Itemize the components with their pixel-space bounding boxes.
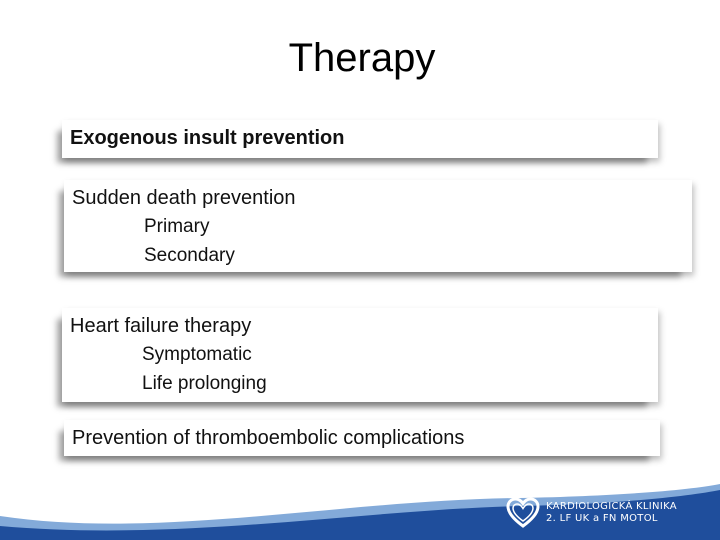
heart-logo-icon <box>506 496 540 530</box>
clinic-logo <box>506 496 677 530</box>
box-thromboembolic-prevention <box>64 420 660 456</box>
box-item: Secondary <box>144 245 235 266</box>
box-item: Symptomatic <box>142 344 252 365</box>
box-heading: Sudden death prevention <box>72 187 296 209</box>
slide-title: Therapy <box>288 36 436 80</box>
logo-text <box>546 501 677 525</box>
box-heading: Exogenous insult prevention <box>70 127 345 149</box>
box-heading: Heart failure therapy <box>70 315 252 337</box>
box-heart-failure-therapy <box>62 308 658 402</box>
box-exogenous-insult-prevention <box>62 120 658 158</box>
logo-line-2: 2. LF UK a FN MOTOL <box>546 513 658 524</box>
logo-line-1: KARDIOLOGICKÁ KLINIKA <box>546 501 677 512</box>
box-sudden-death-prevention <box>64 180 692 272</box>
box-item: Life prolonging <box>142 373 267 394</box>
box-item: Primary <box>144 216 210 237</box>
box-heading: Prevention of thromboembolic complications <box>72 427 465 449</box>
